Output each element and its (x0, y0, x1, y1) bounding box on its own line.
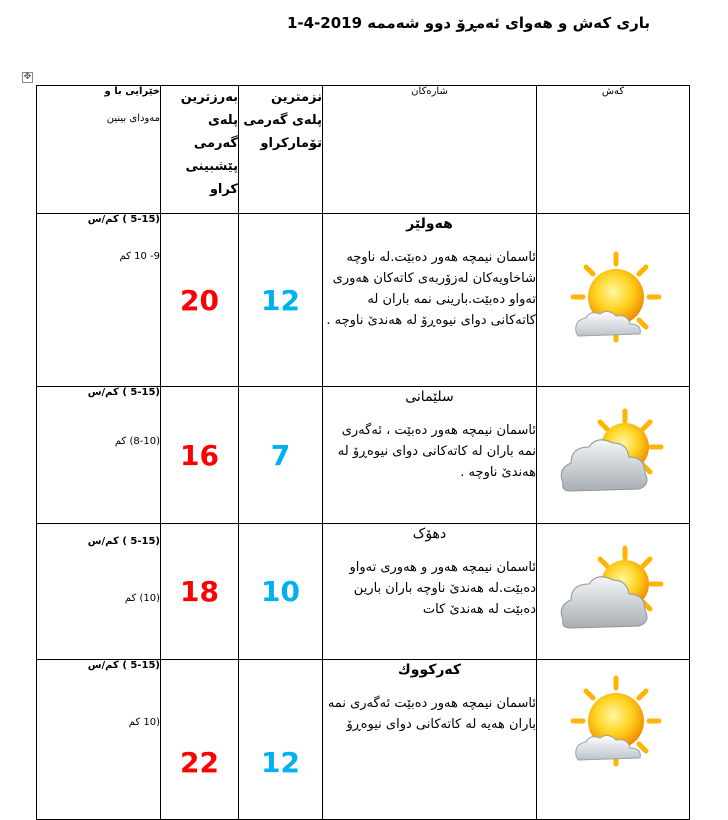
sunny-icon (558, 672, 668, 772)
wind-visibility-cell (37, 387, 161, 524)
sunny-icon (558, 248, 668, 348)
city-cell (323, 660, 537, 820)
header-wind-visibility: خێرایی با و مەودای بینین (37, 86, 161, 214)
visibility: (10 کم (128, 717, 160, 728)
weather-table (36, 85, 690, 820)
header-max-temp: بەرزترین پلەی گەرمی پێشبینی کراو (161, 86, 239, 214)
table-row (37, 387, 690, 524)
header-cities: شارەکان (323, 86, 537, 214)
header-weather: کەش (537, 86, 690, 214)
wind-visibility-cell (37, 214, 161, 387)
partly-cloudy-icon (553, 403, 673, 503)
min-temp: 7 (239, 387, 323, 524)
city-name: کەرکووك (397, 662, 462, 678)
table-row (37, 660, 690, 820)
city-name: سلێمانی (405, 389, 454, 405)
forecast-description: ئاسمان نیمچە هەور دەبێت ئەگەری نمە باران هەیە لە کاتەکانی دوای نیوەڕۆ (327, 696, 536, 732)
city-name: هەولێر (406, 216, 453, 232)
min-temp: 10 (239, 524, 323, 660)
header-min-temp: نزمترین پلەی گەرمی تۆمارکراو (239, 86, 323, 214)
wind-speed: (5-15 ) کم/س (87, 387, 160, 398)
max-temp: 22 (161, 660, 239, 820)
header-row (37, 86, 690, 214)
table-row (37, 524, 690, 660)
visibility: 9- 10 کم (119, 251, 160, 262)
city-name: دهۆک (412, 526, 447, 542)
wind-visibility-cell (37, 524, 161, 660)
wind-visibility-cell (37, 660, 161, 820)
city-cell (323, 524, 537, 660)
wind-speed: (5-15 ) کم/س (87, 660, 160, 671)
max-temp: 16 (161, 387, 239, 524)
page-title: باری کەش و هەوای ئەمڕۆ دوو شەممە 2019-4-1 (286, 14, 650, 32)
min-temp: 12 (239, 214, 323, 387)
visibility: (10) کم (124, 593, 160, 604)
forecast-description: ئاسمان نیمچە هەور دەبێت ، ئەگەری نمە باران لە کاتەکانی دوای نیوەڕۆ لە هەندێ ناوچە . (337, 423, 536, 480)
city-cell (323, 387, 537, 524)
table-row (37, 214, 690, 387)
max-temp: 20 (161, 214, 239, 387)
partly-cloudy-icon (553, 540, 673, 640)
forecast-description: ئاسمان نیمچە هەور و هەوری تەواو دەبێت.لە هەندێ ناوچە باران بارین دەبێت لە هەندێ کات (349, 560, 536, 617)
visibility: (8-10) کم (114, 436, 160, 447)
wind-speed: (5-15 ) کم/س (87, 214, 160, 225)
wind-speed: (5-15 ) کم/س (87, 536, 160, 547)
forecast-description: ئاسمان نیمچە هەور دەبێت.لە ناوچە شاخاویەکان لەزۆربەی کاتەکان هەوری تەواو دەبێت.بارینی نمە باران لە کاتەکانی دوای نیوەڕۆ لە هەندێ ناوچە . (326, 250, 536, 328)
city-cell (323, 214, 537, 387)
max-temp: 18 (161, 524, 239, 660)
min-temp: 12 (239, 660, 323, 820)
move-icon[interactable]: ✥ (23, 72, 32, 82)
